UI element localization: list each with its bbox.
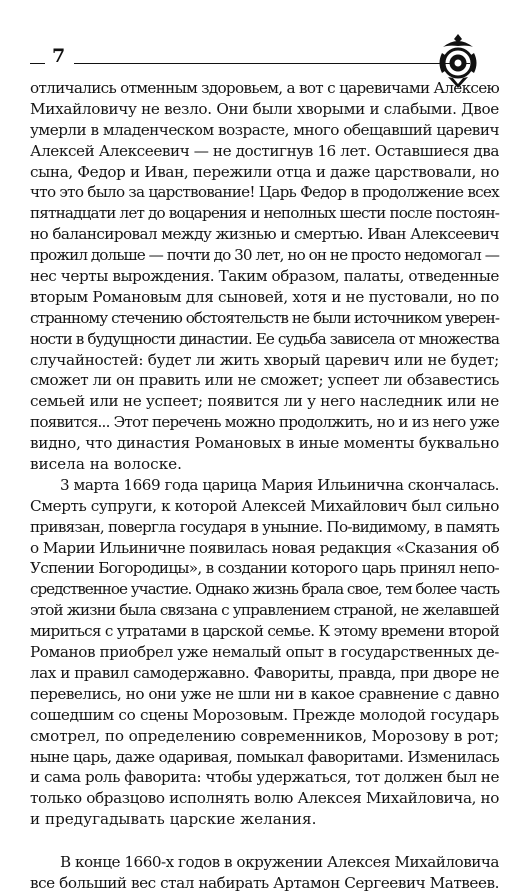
text-line: перевелись, но они уже не шли ни в какое сравнение с давно xyxy=(30,684,500,703)
text-line: Михайловичу не везло. Они были хворыми и слабыми. Двое xyxy=(30,99,499,118)
text-line: сошедшим со сцены Морозовым. Прежде молодой государь xyxy=(30,705,500,724)
text-line: привязан, повергла государя в уныние. По-видимому, в память xyxy=(30,517,500,536)
text-line: Успении Богородицы», в создании которого царь принял непо- xyxy=(30,559,499,578)
text-line: сына, Федор и Иван, пережили отца и даже царствовали, но xyxy=(30,162,500,181)
text-line: висела на волоске. xyxy=(30,455,183,474)
text-line: Романов приобрел уже немалый опыт в государственных де- xyxy=(30,643,499,662)
text-line: умерли в младенческом возрасте, много обещавший царевич xyxy=(30,120,499,139)
text-line: о Марии Ильиничне появилась новая редакция «Сказания об xyxy=(30,538,499,557)
text-line: прожил дольше — почти до 30 лет, но он не просто недомогал — xyxy=(30,246,499,265)
text-line: случайностей: будет ли жить хворый царевич или не будет; xyxy=(30,350,500,369)
text-line: В конце 1660-х годов в окружении Алексея Михайловича xyxy=(60,853,499,872)
text-line: семьей или не успеет; появится ли у него наследник или не xyxy=(30,392,499,411)
header-rule-left xyxy=(30,63,45,64)
text-line: лах и правил самодержавно. Фавориты, правда, при дворе не xyxy=(30,663,500,682)
text-line: только образцово исполнять волю Алексея Михайловича, но xyxy=(30,789,499,808)
text-line: но балансировал между жизнью и смертью. Иван Алексеевич xyxy=(30,225,499,244)
text-line: Смерть супруги, к которой Алексей Михайлович был сильно xyxy=(30,496,499,515)
text-line: Алексей Алексеевич — не достигнув 16 лет. Оставшиеся два xyxy=(30,141,499,160)
text-line: средственное участие. Однако жизнь брала свое, тем более часть xyxy=(30,580,500,599)
body-text xyxy=(30,78,499,894)
text-line: странному стечению обстоятельств не были источником уверен- xyxy=(30,308,499,327)
text-line: ности в будущности династии. Ее судьба зависела от множества xyxy=(30,329,500,348)
text-line: и предугадывать царские желания. xyxy=(30,810,317,829)
page-header xyxy=(30,26,470,86)
text-line: вторым Романовым для сыновей, хотя и не пустовали, но по xyxy=(30,287,500,306)
text-line: ныне царь, даже одаривая, помыкал фаворитами. Изменилась xyxy=(30,747,499,766)
text-line: этой жизни была связана с управлением страной, не желавшей xyxy=(30,601,499,620)
text-line: 3 марта 1669 года царица Мария Ильинична скончалась. xyxy=(60,475,500,494)
text-line: пятнадцати лет до воцарения и неполных шести после постоян- xyxy=(30,204,500,223)
text-line: видно, что династия Романовых в иные моменты буквально xyxy=(30,434,499,453)
text-line: нес черты вырождения. Таким образом, палаты, отведенные xyxy=(30,267,499,286)
text-line: и сама роль фаворита: чтобы удержаться, тот должен был не xyxy=(30,768,499,787)
text-line: отличались отменным здоровьем, а вот с царевичами Алексею xyxy=(30,79,500,97)
paragraph-2 xyxy=(30,475,499,830)
header-rule-right xyxy=(74,63,470,64)
text-line: появится... Этот перечень можно продолжить, но и из него уже xyxy=(30,413,499,432)
paragraph-1 xyxy=(30,78,499,475)
page-number: 7 xyxy=(52,45,66,67)
paragraph-3 xyxy=(30,852,499,894)
paragraph-gap xyxy=(30,830,499,852)
text-line: сможет ли он править или не сможет; успеет ли обзавестись xyxy=(30,371,500,390)
text-line: смотрел, по определению современников, Морозову в рот; xyxy=(30,726,499,745)
text-line: что это было за царствование! Царь Федор в продолжение всех xyxy=(30,183,499,202)
text-line: мириться с утратами в царской семье. К этому времени второй xyxy=(30,622,499,641)
text-line: все больший вес стал набирать Артамон Сергеевич Матвеев. xyxy=(30,873,500,892)
